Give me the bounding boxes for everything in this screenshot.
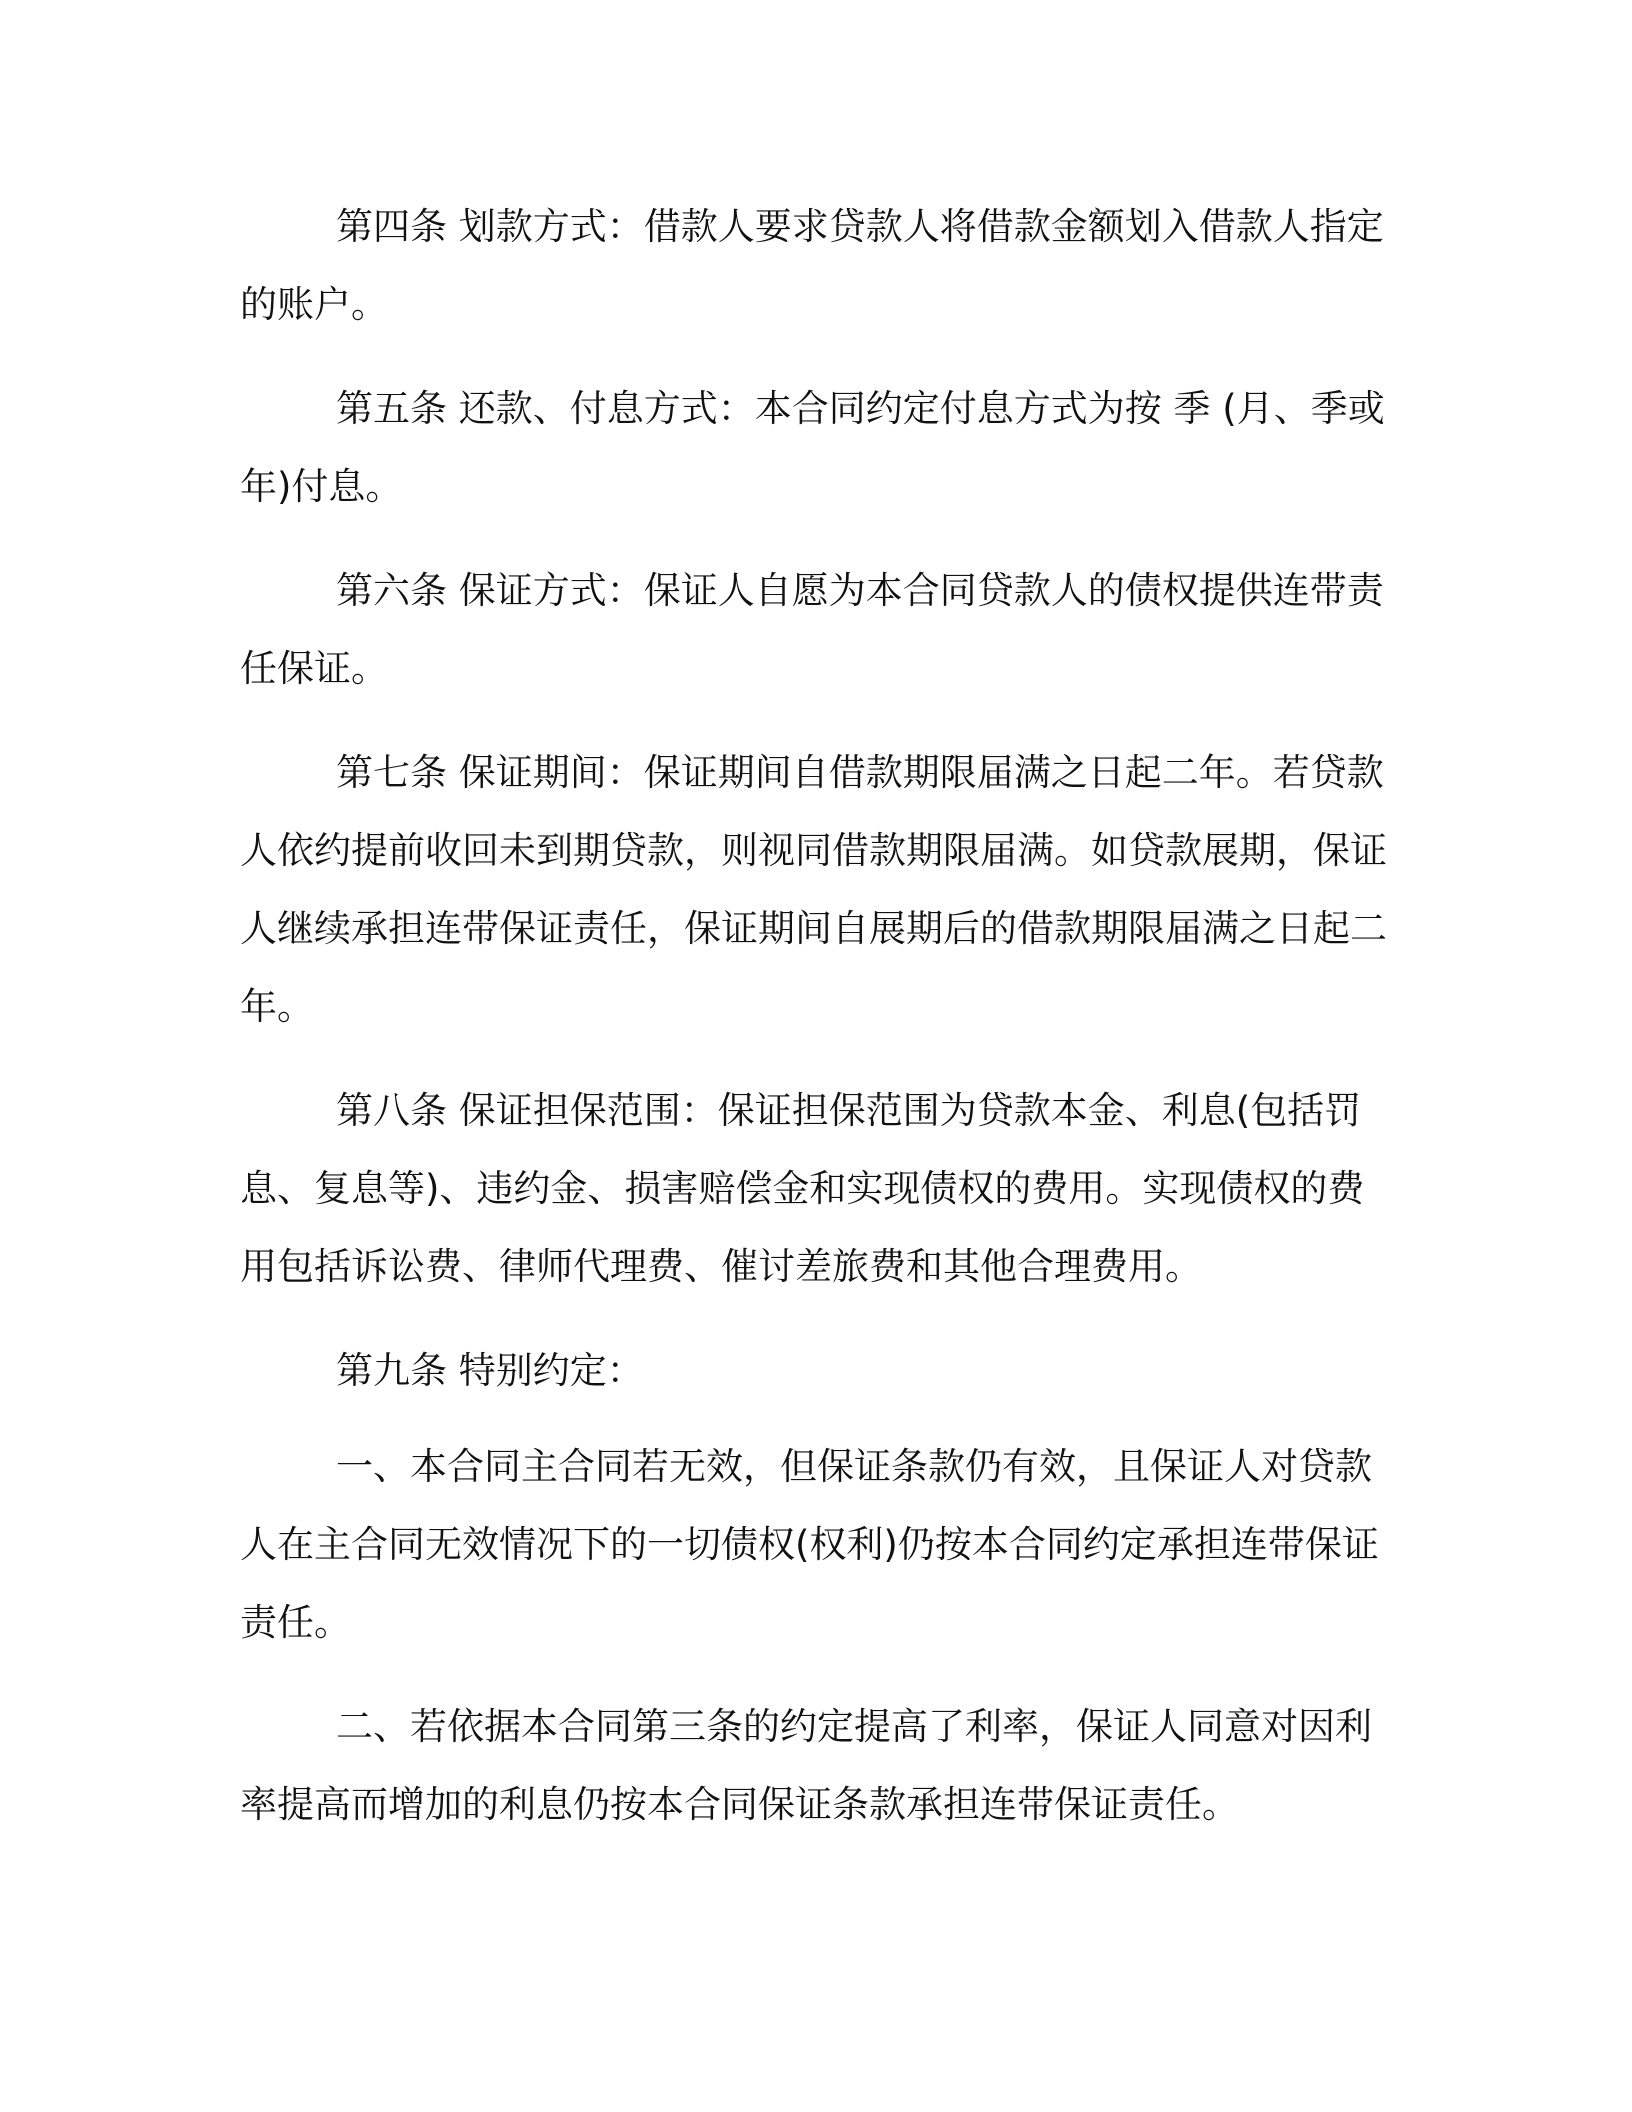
clause-9-item-2: 二、若依据本合同第三条的约定提高了利率，保证人同意对因利率提高而增加的利息仍按本合同保证条款承担连带保证责任。 (240, 1705, 1372, 1826)
clause-9-item-1: 一、本合同主合同若无效，但保证条款仍有效，且保证人对贷款人在主合同无效情况下的一切债权(权利)仍按本合同约定承担连带保证责任。 (240, 1445, 1379, 1644)
clause-6: 第六条 保证方式：保证人自愿为本合同贷款人的债权提供连带责任保证。 (240, 569, 1384, 690)
clause-4: 第四条 划款方式：借款人要求贷款人将借款金额划入借款人指定的账户。 (240, 205, 1384, 326)
clause-9-heading: 第九条 特别约定： (336, 1349, 644, 1392)
document-body (240, 188, 1400, 1870)
clause-7: 第七条 保证期间：保证期间自借款期限届满之日起二年。若贷款人依约提前收回未到期贷款，则视同借款期限届满。如贷款展期，保证人继续承担连带保证责任，保证期间自展期后的借款期限届满之日起二年。 (240, 751, 1387, 1028)
clause-5: 第五条 还款、付息方式：本合同约定付息方式为按 季 (月、季或年)付息。 (240, 387, 1385, 508)
clause-8: 第八条 保证担保范围：保证担保范围为贷款本金、利息(包括罚息、复息等)、违约金、损害赔偿金和实现债权的费用。实现债权的费用包括诉讼费、律师代理费、催讨差旅费和其他合理费用。 (240, 1089, 1365, 1288)
